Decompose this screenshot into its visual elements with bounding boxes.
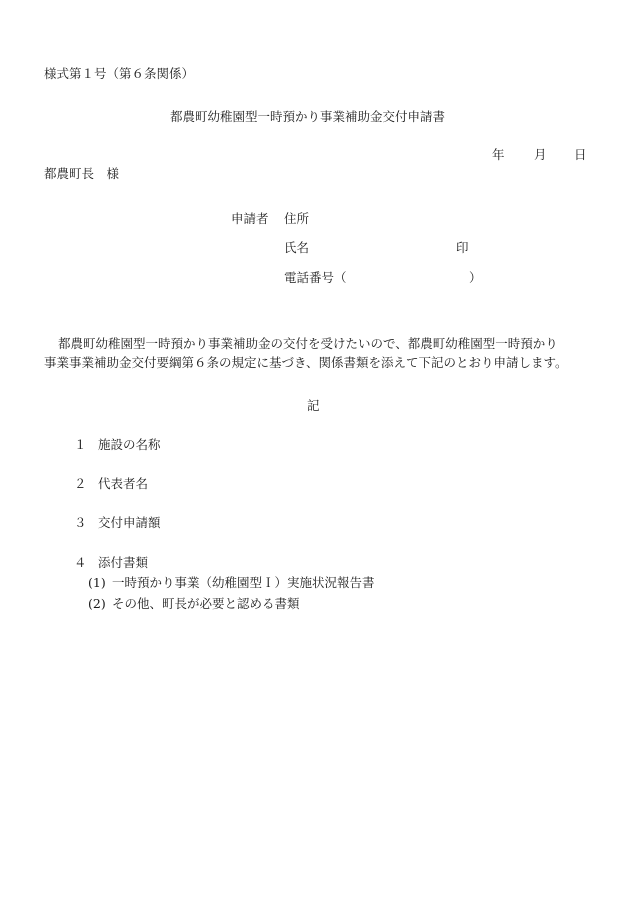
attachment-label-2: その他、町長が必要と認める書類 bbox=[112, 596, 300, 611]
item-label-application-amount: 交付申請額 bbox=[98, 515, 161, 530]
ki-heading: 記 bbox=[307, 398, 320, 413]
item-number-2: ２ bbox=[74, 476, 87, 491]
form-number: 様式第１号（第６条関係） bbox=[44, 66, 195, 81]
item-label-attachments: 添付書類 bbox=[98, 555, 149, 570]
attachment-number-1: (1) bbox=[88, 575, 106, 590]
item-number-1: １ bbox=[74, 437, 87, 452]
date-day-label: 日 bbox=[574, 147, 587, 162]
seal-label: 印 bbox=[456, 240, 469, 255]
phone-close-paren: ） bbox=[469, 270, 482, 285]
applicant-role-label: 申請者 bbox=[231, 211, 269, 226]
body-line-2: 事業事業補助金交付要綱第６条の規定に基づき、関係書類を添えて下記のとおり申請します。 bbox=[44, 355, 568, 370]
item-label-representative: 代表者名 bbox=[98, 476, 149, 491]
date-month-label: 月 bbox=[534, 147, 547, 162]
address-label: 住所 bbox=[284, 211, 310, 226]
attachment-label-1: 一時預かり事業（幼稚園型Ｉ）実施状況報告書 bbox=[112, 575, 375, 590]
item-number-3: ３ bbox=[74, 515, 87, 530]
item-number-4: ４ bbox=[74, 555, 87, 570]
phone-label: 電話番号（ bbox=[284, 270, 347, 285]
body-line-1: 都農町幼稚園型一時預かり事業補助金の交付を受けたいので、都農町幼稚園型一時預かり bbox=[58, 336, 558, 351]
name-label: 氏名 bbox=[284, 240, 310, 255]
item-label-facility-name: 施設の名称 bbox=[98, 437, 161, 452]
date-year-label: 年 bbox=[492, 147, 505, 162]
document-title: 都農町幼稚園型一時預かり事業補助金交付申請書 bbox=[170, 109, 446, 124]
attachment-number-2: (2) bbox=[88, 596, 106, 611]
addressee: 都農町長 様 bbox=[44, 166, 120, 181]
